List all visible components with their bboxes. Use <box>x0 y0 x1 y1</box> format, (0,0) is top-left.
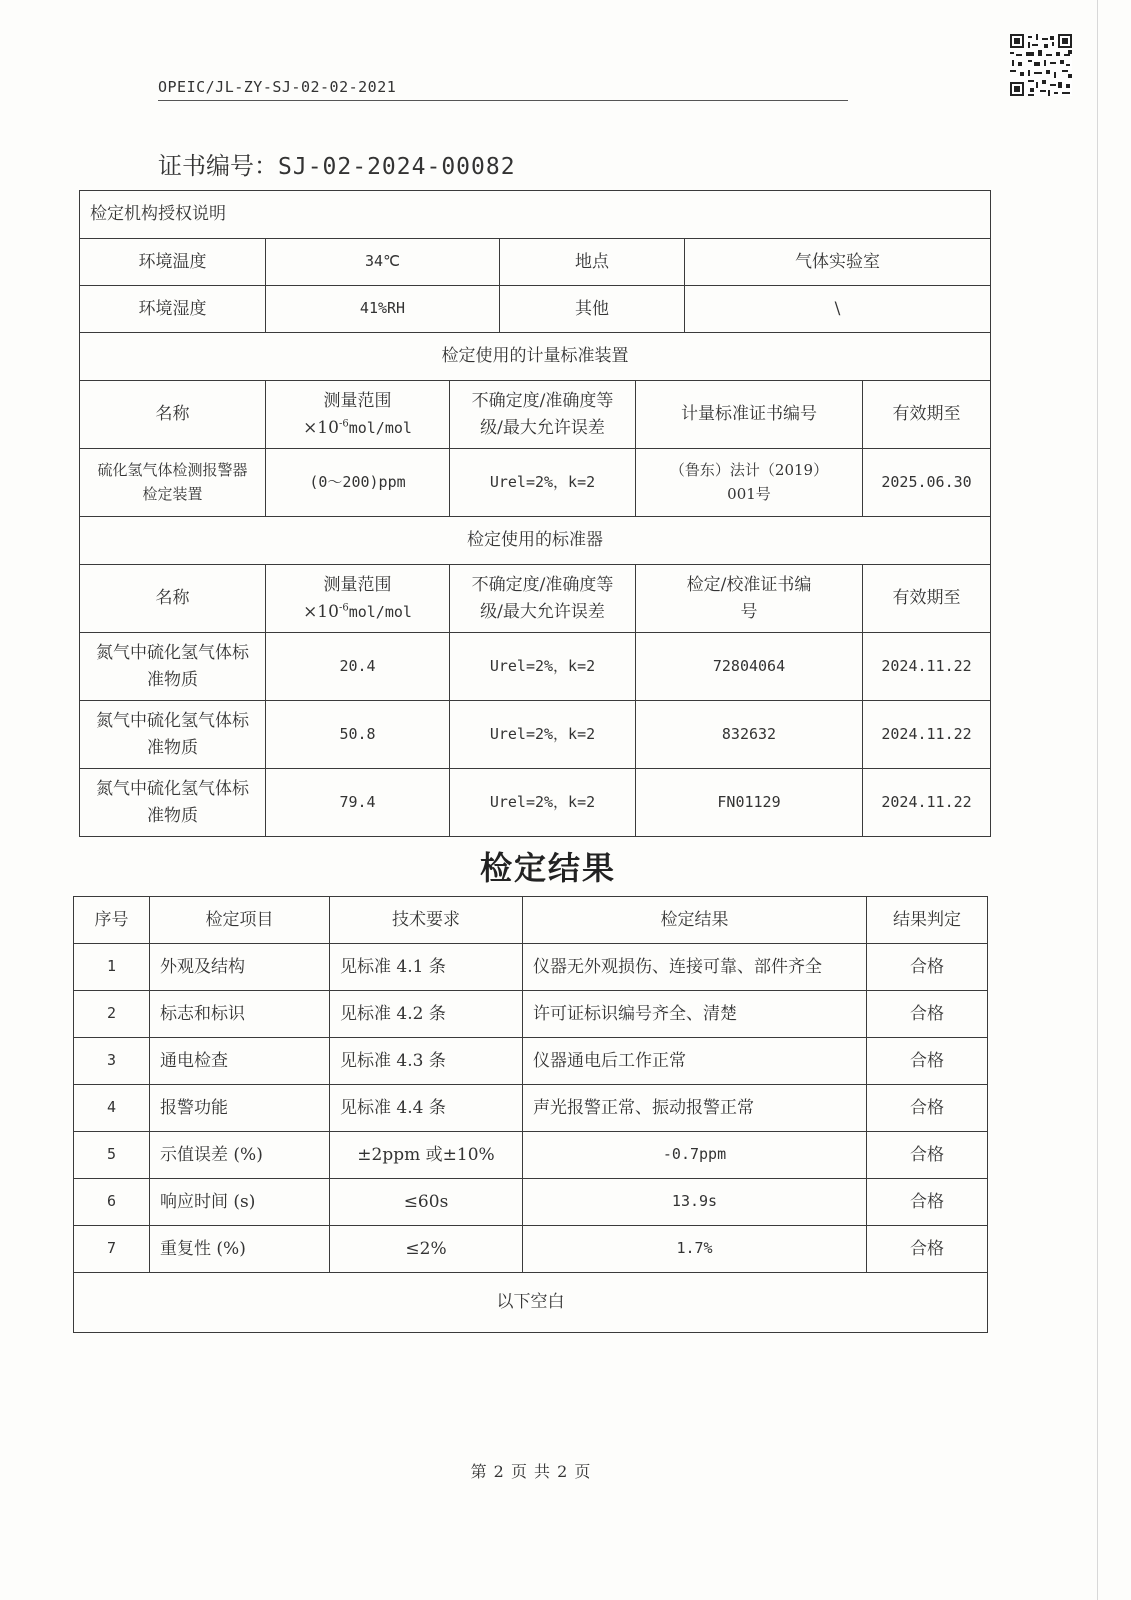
result-requirement: 见标准 4.3 条 <box>330 1038 523 1085</box>
result-judgement: 合格 <box>867 1038 988 1085</box>
result-no: 7 <box>74 1226 150 1273</box>
device-header-cert: 计量标准证书编号 <box>636 381 863 449</box>
materials-header-cert <box>636 565 863 633</box>
table-row <box>74 1226 988 1273</box>
result-item: 通电检查 <box>150 1038 330 1085</box>
document-code: OPEIC/JL-ZY-SJ-02-02-2021 <box>158 78 848 101</box>
material-name-line1: 氮气中硫化氢气体标 <box>96 779 249 800</box>
result-item: 报警功能 <box>150 1085 330 1132</box>
other-value: \ <box>685 286 991 333</box>
table-row <box>74 1132 988 1179</box>
standard-device-title: 检定使用的计量标准装置 <box>80 333 991 381</box>
result-no: 6 <box>74 1179 150 1226</box>
material-range: 79.4 <box>266 769 450 837</box>
result-requirement: 见标准 4.2 条 <box>330 991 523 1038</box>
material-uncertainty: Urel=2%，k=2 <box>450 769 636 837</box>
result-judgement: 合格 <box>867 1179 988 1226</box>
result-no: 5 <box>74 1132 150 1179</box>
standards-table <box>79 190 991 837</box>
result-judgement: 合格 <box>867 1226 988 1273</box>
materials-header-uncertainty <box>450 565 636 633</box>
materials-header-range-prefix: ×10 <box>303 601 339 622</box>
result-value: 仪器无外观损伤、连接可靠、部件齐全 <box>523 944 867 991</box>
materials-header-cert-line1: 检定/校准证书编 <box>686 575 812 596</box>
result-no: 1 <box>74 944 150 991</box>
table-row <box>80 633 991 701</box>
device-header-uncertainty <box>450 381 636 449</box>
device-row-cert-line2: 001号 <box>727 484 771 503</box>
results-header-no: 序号 <box>74 897 150 944</box>
result-value: 许可证标识编号齐全、清楚 <box>523 991 867 1038</box>
device-row-cert <box>636 449 863 517</box>
certificate-number-value: SJ-02-2024-00082 <box>278 154 516 180</box>
material-name-line1: 氮气中硫化氢气体标 <box>96 643 249 664</box>
authorization-title: 检定机构授权说明 <box>80 191 991 239</box>
material-name <box>80 701 266 769</box>
device-row-uncertainty: Urel=2%，k=2 <box>450 449 636 517</box>
table-row <box>74 1038 988 1085</box>
material-range: 50.8 <box>266 701 450 769</box>
result-judgement: 合格 <box>867 944 988 991</box>
blank-note: 以下空白 <box>74 1273 988 1333</box>
device-row-cert-line1: （鲁东）法计（2019） <box>669 461 829 480</box>
material-uncertainty: Urel=2%，k=2 <box>450 633 636 701</box>
page-edge-line <box>1097 0 1098 1600</box>
result-no: 3 <box>74 1038 150 1085</box>
certificate-number-label: 证书编号： <box>158 152 278 180</box>
results-table <box>73 896 988 1333</box>
device-header-valid: 有效期至 <box>863 381 991 449</box>
materials-header-range-unit: mol/mol <box>348 602 412 621</box>
material-name-line1: 氮气中硫化氢气体标 <box>96 711 249 732</box>
result-no: 2 <box>74 991 150 1038</box>
device-row-valid: 2025.06.30 <box>863 449 991 517</box>
location-value: 气体实验室 <box>685 239 991 286</box>
material-cert: 72804064 <box>636 633 863 701</box>
result-judgement: 合格 <box>867 1085 988 1132</box>
material-valid: 2024.11.22 <box>863 769 991 837</box>
location-label: 地点 <box>500 239 685 286</box>
results-header-result: 检定结果 <box>523 897 867 944</box>
standard-materials-title: 检定使用的标准器 <box>80 517 991 565</box>
certificate-number <box>158 146 516 181</box>
materials-header-valid: 有效期至 <box>863 565 991 633</box>
device-header-uncertainty-line2: 级/最大允许误差 <box>480 417 605 438</box>
device-header-range-prefix: ×10 <box>303 417 339 438</box>
env-humidity-value: 41%RH <box>266 286 500 333</box>
result-value: 1.7% <box>523 1226 867 1273</box>
table-row <box>74 1179 988 1226</box>
result-requirement: ≤2% <box>330 1226 523 1273</box>
result-requirement: 见标准 4.1 条 <box>330 944 523 991</box>
material-name <box>80 633 266 701</box>
materials-header-uncertainty-line2: 级/最大允许误差 <box>480 601 605 622</box>
table-row <box>80 701 991 769</box>
result-no: 4 <box>74 1085 150 1132</box>
result-requirement: ≤60s <box>330 1179 523 1226</box>
page-number: 第 2 页 共 2 页 <box>470 1462 592 1481</box>
result-judgement: 合格 <box>867 991 988 1038</box>
result-item: 外观及结构 <box>150 944 330 991</box>
result-item: 标志和标识 <box>150 991 330 1038</box>
device-row-name <box>80 449 266 517</box>
result-requirement: 见标准 4.4 条 <box>330 1085 523 1132</box>
device-header-uncertainty-line1: 不确定度/准确度等 <box>471 391 614 412</box>
material-cert: 832632 <box>636 701 863 769</box>
device-header-range-unit: mol/mol <box>348 418 412 437</box>
device-row-name-line2: 检定装置 <box>142 484 203 503</box>
result-value: 仪器通电后工作正常 <box>523 1038 867 1085</box>
materials-header-name: 名称 <box>80 565 266 633</box>
result-item: 重复性 (%) <box>150 1226 330 1273</box>
materials-header-range-exp: -6 <box>338 601 349 613</box>
material-name-line2: 准物质 <box>147 669 198 690</box>
device-header-range-exp: -6 <box>338 417 349 429</box>
results-header-judgement: 结果判定 <box>867 897 988 944</box>
results-header-requirement: 技术要求 <box>330 897 523 944</box>
device-row-name-line1: 硫化氢气体检测报警器 <box>97 461 248 480</box>
device-header-range <box>266 381 450 449</box>
material-name <box>80 769 266 837</box>
results-header-item: 检定项目 <box>150 897 330 944</box>
table-row <box>80 769 991 837</box>
result-item: 响应时间 (s) <box>150 1179 330 1226</box>
other-label: 其他 <box>500 286 685 333</box>
materials-header-range <box>266 565 450 633</box>
result-value: -0.7ppm <box>523 1132 867 1179</box>
material-cert: FN01129 <box>636 769 863 837</box>
materials-header-cert-line2: 号 <box>740 601 758 622</box>
device-row-range: (0～200)ppm <box>266 449 450 517</box>
result-value: 声光报警正常、振动报警正常 <box>523 1085 867 1132</box>
env-temp-value: 34℃ <box>266 239 500 286</box>
material-uncertainty: Urel=2%，k=2 <box>450 701 636 769</box>
materials-header-range-line1: 测量范围 <box>323 575 392 596</box>
materials-header-uncertainty-line1: 不确定度/准确度等 <box>471 575 614 596</box>
env-temp-label: 环境温度 <box>80 239 266 286</box>
material-valid: 2024.11.22 <box>863 701 991 769</box>
material-range: 20.4 <box>266 633 450 701</box>
result-requirement: ±2ppm 或±10% <box>330 1132 523 1179</box>
material-name-line2: 准物质 <box>147 805 198 826</box>
table-row <box>74 944 988 991</box>
material-valid: 2024.11.22 <box>863 633 991 701</box>
qr-code-icon <box>1010 34 1072 96</box>
result-value: 13.9s <box>523 1179 867 1226</box>
result-item: 示值误差 (%) <box>150 1132 330 1179</box>
result-judgement: 合格 <box>867 1132 988 1179</box>
device-header-range-line1: 测量范围 <box>323 391 392 412</box>
results-title: 检定结果 <box>479 849 616 887</box>
device-header-name: 名称 <box>80 381 266 449</box>
table-row <box>74 1085 988 1132</box>
material-name-line2: 准物质 <box>147 737 198 758</box>
table-row <box>74 991 988 1038</box>
env-humidity-label: 环境湿度 <box>80 286 266 333</box>
